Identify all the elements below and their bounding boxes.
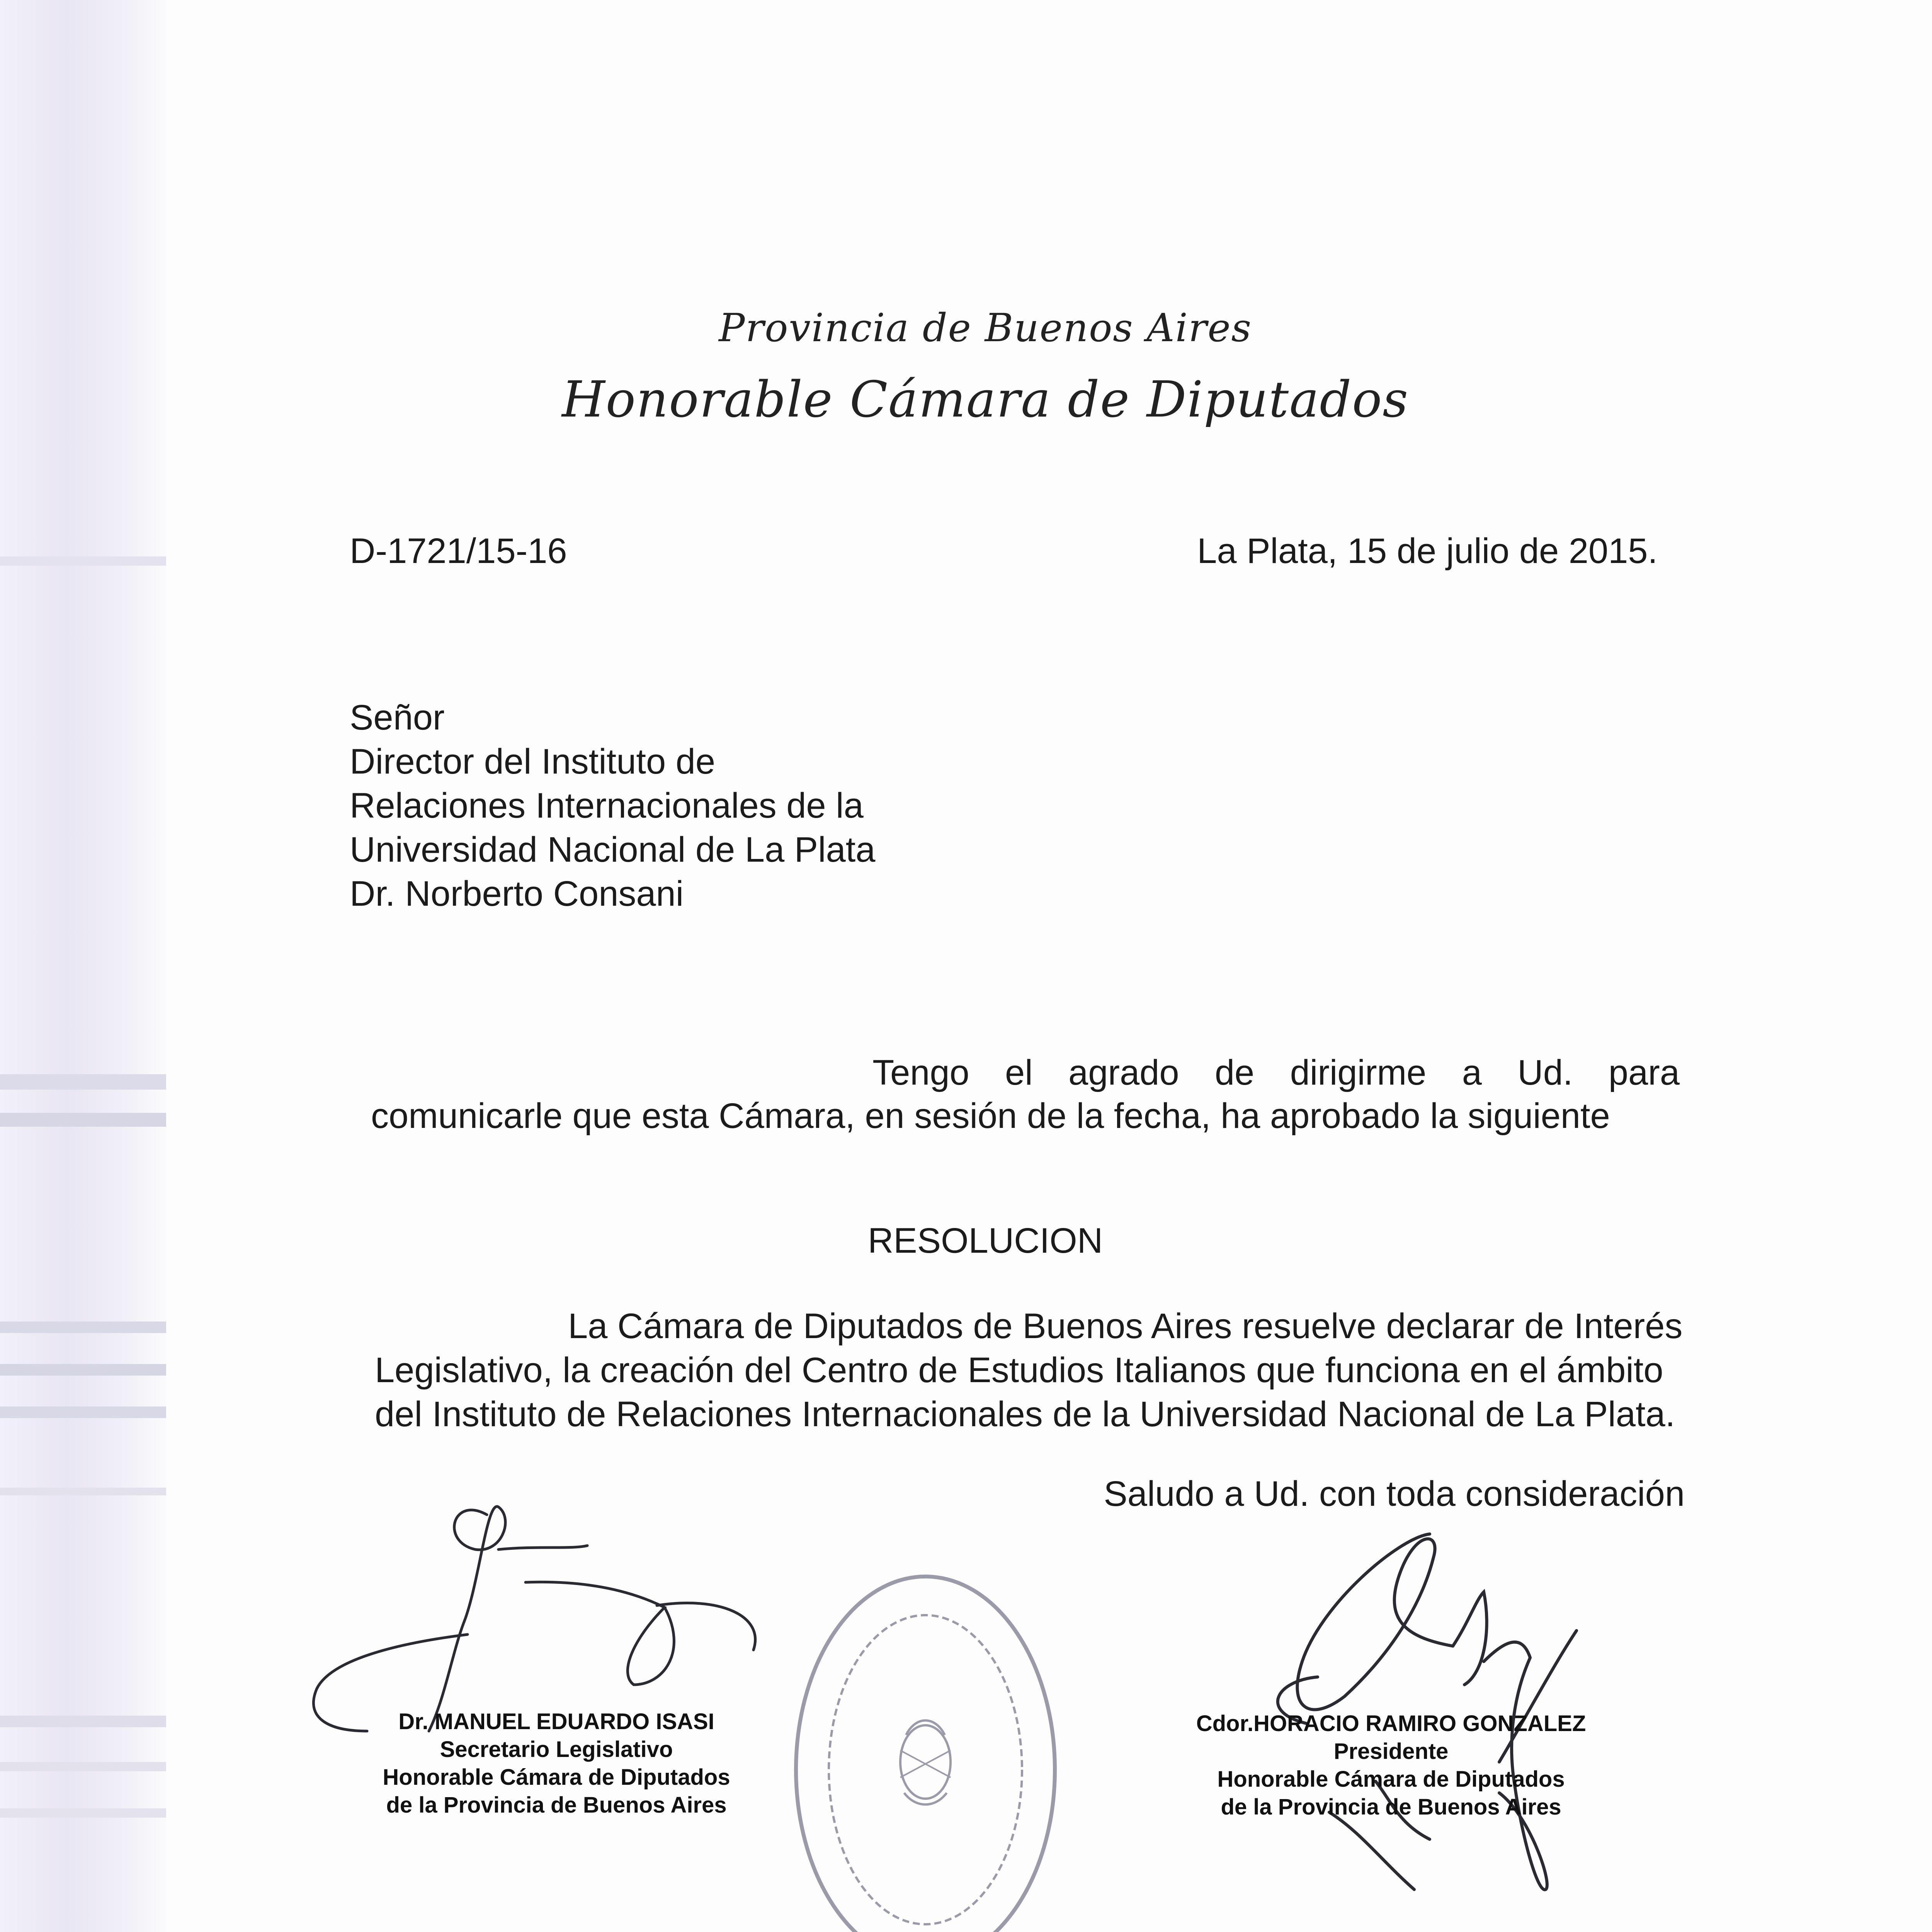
addressee-line: Universidad Nacional de La Plata (350, 830, 876, 869)
intro-word: de (1214, 1053, 1255, 1092)
intro-line-1 (371, 1051, 1683, 1094)
scan-artifact-line (0, 1716, 166, 1727)
closing-salutation: Saludo a Ud. con toda consideración (1104, 1474, 1685, 1514)
addressee-line: Dr. Norberto Consani (350, 874, 684, 913)
resolution-title: RESOLUCION (867, 1221, 1103, 1260)
scan-artifact-line (0, 1364, 166, 1376)
letterhead-chamber: Honorable Cámara de Diputados (562, 371, 1409, 429)
addressee-block (350, 696, 875, 916)
addressee-line: Relaciones Internacionales de la (350, 786, 864, 825)
scan-artifact-line (0, 1074, 166, 1090)
intro-paragraph (371, 1051, 1683, 1138)
scan-edge-strip (0, 0, 166, 1932)
scan-artifact-line (0, 1762, 166, 1771)
scan-artifact-line (0, 1406, 166, 1418)
official-seal-icon (796, 1577, 1055, 1932)
left-signatory-block (340, 1708, 773, 1819)
intro-word: para (1608, 1053, 1680, 1092)
scan-artifact-line (0, 1488, 166, 1495)
signatory-org: Honorable Cámara de Diputados (1217, 1767, 1565, 1792)
intro-word: dirigirme (1290, 1053, 1427, 1092)
signatory-name: Dr. MANUEL EDUARDO ISASI (398, 1709, 714, 1734)
signatory-org: Honorable Cámara de Diputados (383, 1765, 730, 1790)
addressee-line: Señor (350, 698, 445, 737)
signatory-role: Secretario Legislativo (440, 1737, 673, 1762)
intro-word: Tengo (872, 1053, 969, 1092)
addressee-line: Director del Instituto de (350, 742, 716, 781)
intro-word: el (1005, 1053, 1033, 1092)
intro-word: a (1462, 1053, 1482, 1092)
signatory-role: Presidente (1333, 1739, 1449, 1764)
right-signatory-block (1151, 1710, 1631, 1821)
resolution-line: del Instituto de Relaciones Internacionales de la Universidad Nacional de La Plata. (375, 1395, 1675, 1434)
signatory-name: Cdor.HORACIO RAMIRO GONZALEZ (1196, 1711, 1586, 1736)
scan-artifact-line (0, 556, 166, 566)
letter-date: La Plata, 15 de julio de 2015. (1197, 531, 1658, 571)
resolution-body (375, 1304, 1685, 1436)
signatory-org: de la Provincia de Buenos Aires (386, 1793, 727, 1818)
left-signature-icon (313, 1507, 755, 1731)
intro-word: Ud. (1517, 1053, 1573, 1092)
letterhead-province: Provincia de Buenos Aires (719, 305, 1252, 350)
resolution-line: La Cámara de Diputados de Buenos Aires resuelve declarar de Interés (568, 1306, 1683, 1346)
signatory-org: de la Provincia de Buenos Aires (1221, 1794, 1561, 1820)
intro-line-2: comunicarle que esta Cámara, en sesión de la fecha, ha aprobado la siguiente (371, 1096, 1610, 1136)
reference-number: D-1721/15-16 (350, 531, 567, 571)
intro-word: agrado (1068, 1053, 1179, 1092)
scan-artifact-line (0, 1321, 166, 1333)
scan-artifact-line (0, 1808, 166, 1818)
scan-artifact-line (0, 1113, 166, 1127)
resolution-line: Legislativo, la creación del Centro de Estudios Italianos que funciona en el ámbito (375, 1350, 1663, 1390)
